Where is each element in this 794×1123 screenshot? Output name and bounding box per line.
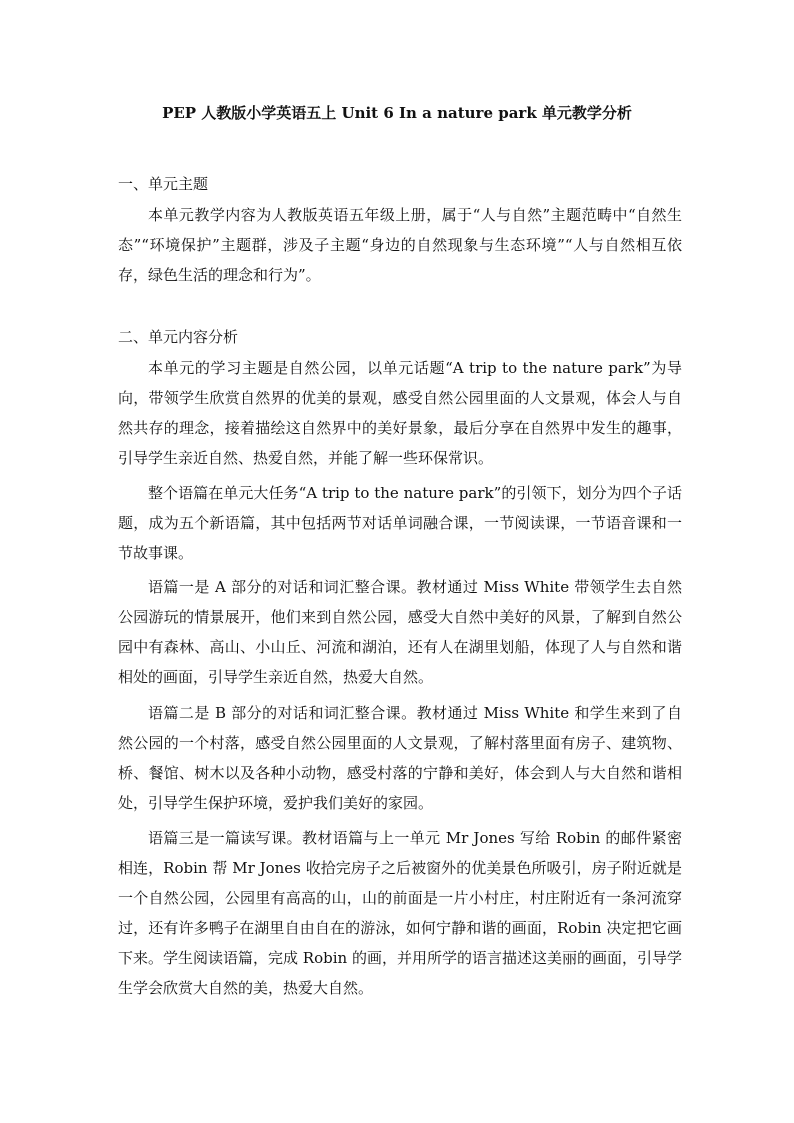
paragraph-structure: 整个语篇在单元大任务“A trip to the nature park”的引领下，划分为四个子话题，成为五个新语篇，其中包括两节对话单词融合课，一节阅读课，一节语音课和一节故事课。 [118, 484, 682, 562]
document-title: PEP 人教版小学英语五上 Unit 6 In a nature park 单元教学分析 [162, 104, 632, 122]
section-heading-unit-theme: 一、单元主题 [118, 175, 209, 193]
paragraph-unit-theme: 本单元教学内容为人教版英语五年级上册，属于“人与自然”主题范畴中“自然生态”“环境保护”主题群，涉及子主题“身边的自然现象与生态环境”“人与自然相互依存，绿色生活的理念和行为”。 [118, 206, 682, 284]
section-heading-content-analysis: 二、单元内容分析 [118, 328, 239, 346]
paragraph-topic-overview: 本单元的学习主题是自然公园，以单元话题“A trip to the nature park”为导向，带领学生欣赏自然界的优美的景观，感受自然公园里面的人文景观，体会人与自然共存的理念，接着描绘这自然界中的美好景象，最后分享在自然界中发生的趣事，引导学生亲近自然、热爱自然，并能了解一些环保常识。 [118, 359, 682, 467]
paragraph-text-three: 语篇三是一篇读写课。教材语篇与上一单元 Mr Jones 写给 Robin 的邮件紧密相连，Robin 帮 Mr Jones 收拾完房子之后被窗外的优美景色所吸引，房子附近就是一个自然公园，公园里有高高的山，山的前面是一片小村庄，村庄附近有一条河流穿过，还有许多鸭子在湖里自由自在的游泳，如何宁静和谐的画面，Robin 决定把它画下来。学生阅读语篇，完成 Robin 的画，并用所学的语言描述这美丽的画面，引导学生学会欣赏大自然的美，热爱大自然。 [118, 829, 682, 997]
paragraph-text-two: 语篇二是 B 部分的对话和词汇整合课。教材通过 Miss White 和学生来到了自然公园的一个村落，感受自然公园里面的人文景观，了解村落里面有房子、建筑物、桥、餐馆、树木以及各种小动物，感受村落的宁静和美好，体会到人与大自然和谐相处，引导学生保护环境，爱护我们美好的家园。 [118, 704, 682, 812]
paragraph-text-one: 语篇一是 A 部分的对话和词汇整合课。教材通过 Miss White 带领学生去自然公园游玩的情景展开，他们来到自然公园，感受大自然中美好的风景，了解到自然公园中有森林、高山、小山丘、河流和湖泊，还有人在湖里划船，体现了人与自然和谐相处的画面，引导学生亲近自然，热爱大自然。 [118, 578, 682, 686]
